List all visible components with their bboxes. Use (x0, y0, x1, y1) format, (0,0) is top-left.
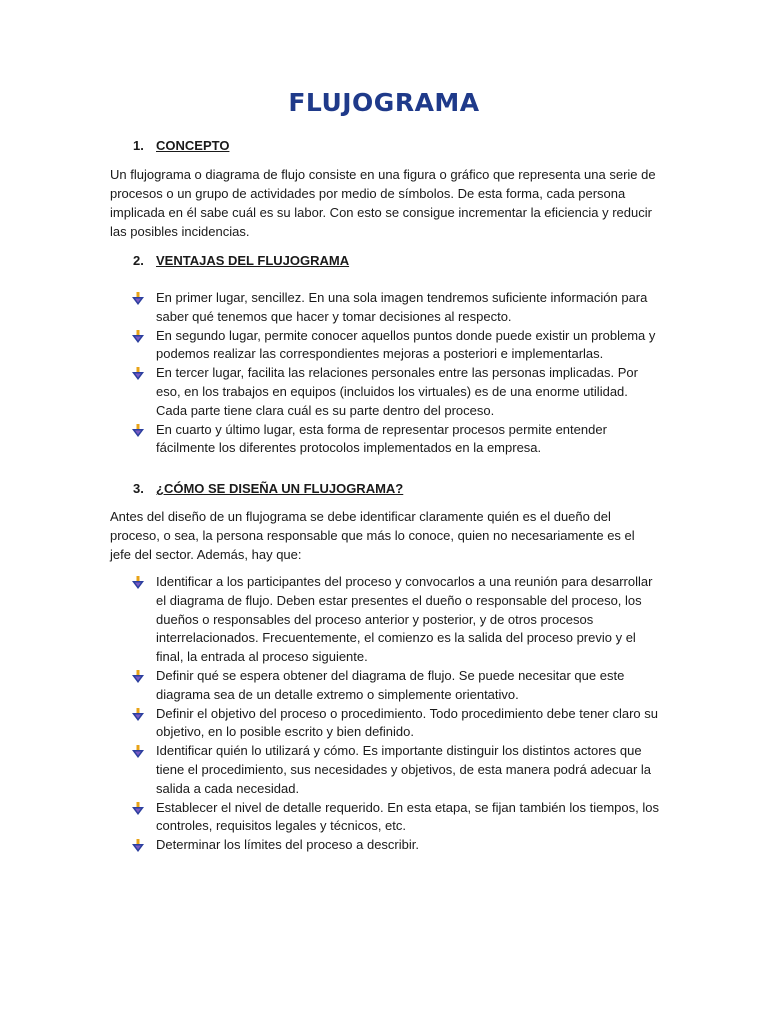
list-item-text: Establecer el nivel de detalle requerido. En esta etapa, se fijan también los tiempos, los controles, requisitos legales y técnicos, etc. (156, 799, 659, 834)
list-item (132, 289, 660, 327)
arrow-down-bullet-icon (132, 802, 144, 815)
concepto-paragraph: Un flujograma o diagrama de flujo consiste en una figura o gráfico que representa una serie de procesos o un grupo de actividades por medio de símbolos. De esta forma, cada persona implicada en él sabe cuál es su labor. Con esto se consigue incrementar la eficiencia y reducir las posibles incidencias. (110, 167, 656, 239)
list-item (132, 364, 660, 420)
list-item-text: Identificar quién lo utilizará y cómo. Es importante distinguir los distintos actores que tiene el procedimiento, sus necesidades y objetivos, de esta manera podrá adecuar la salida a cada necesidad. (156, 743, 652, 796)
list-item-text: En tercer lugar, facilita las relaciones personales entre las personas implicadas. Por eso, en los trabajos en equipos (incluidos los virtuales) es de una enorme utilidad. Cada parte tiene clara cuál es su parte dentro del proceso. (156, 365, 638, 418)
list-item-text: En primer lugar, sencillez. En una sola imagen tendremos suficiente información para saber qué tenemos que hacer y tomar decisiones al respecto. (156, 290, 648, 324)
list-item (132, 327, 660, 365)
list-item-text: En cuarto y último lugar, esta forma de representar procesos permite entender fácilmente los diferentes protocolos implementados en la empresa. (156, 421, 607, 456)
list-item-text: Determinar los límites del proceso a describir. (156, 837, 419, 853)
list-item-text: En segundo lugar, permite conocer aquellos puntos donde puede existir un problema y podemos realizar las correspondientes mejoras a posteriori e implementarlas. (156, 327, 656, 362)
arrow-down-bullet-icon (132, 839, 144, 852)
section-number: 3. (133, 481, 144, 496)
section-heading-como-se-disena (133, 481, 403, 496)
list-item (132, 573, 660, 667)
como-se-disena-paragraph: Antes del diseño de un flujograma se debe identificar claramente quién es el dueño del proceso, o sea, la persona responsable que más lo conoce, quien no necesariamente es el jefe del sector. Además, hay que: (110, 509, 635, 562)
section-heading-ventajas (133, 253, 349, 268)
arrow-down-bullet-icon (132, 670, 144, 683)
document-title: FLUJOGRAMA (288, 88, 480, 117)
list-item (132, 421, 660, 459)
section-title: VENTAJAS DEL FLUJOGRAMA (156, 253, 350, 268)
list-item (132, 836, 660, 855)
arrow-down-bullet-icon (132, 745, 144, 758)
section-heading-concepto (133, 138, 229, 153)
list-item-text: Identificar a los participantes del proceso y convocarlos a una reunión para desarrollar el diagrama de flujo. Deben estar presentes el dueño o responsable del proceso, los dueños o responsables del proceso anterior y posterior, y de otros procesos interrelacionados. Frecuentemente, el comienzo es la salida del proceso previo y el final, la entrada al proceso siguiente. (156, 574, 653, 665)
arrow-down-bullet-icon (132, 367, 144, 380)
list-item (132, 705, 660, 743)
section-number: 2. (133, 253, 144, 268)
arrow-down-bullet-icon (132, 576, 144, 589)
arrow-down-bullet-icon (132, 708, 144, 721)
list-item-text: Definir el objetivo del proceso o procedimiento. Todo procedimiento debe tener claro su objetivo, en lo posible escrito y bien definido. (156, 705, 658, 740)
list-item (132, 667, 660, 705)
section-title: ¿CÓMO SE DISEÑA UN FLUJOGRAMA? (156, 481, 404, 496)
section-title: CONCEPTO (156, 138, 230, 153)
ventajas-list (132, 289, 660, 458)
arrow-down-bullet-icon (132, 424, 144, 437)
list-item (132, 799, 660, 837)
section-number: 1. (133, 138, 144, 153)
arrow-down-bullet-icon (132, 292, 144, 305)
list-item-text: Definir qué se espera obtener del diagrama de flujo. Se puede necesitar que este diagrama sea de un detalle extremo o simplemente orientativo. (156, 667, 625, 702)
arrow-down-bullet-icon (132, 330, 144, 343)
list-item (132, 742, 660, 798)
como-se-disena-list (132, 573, 660, 855)
